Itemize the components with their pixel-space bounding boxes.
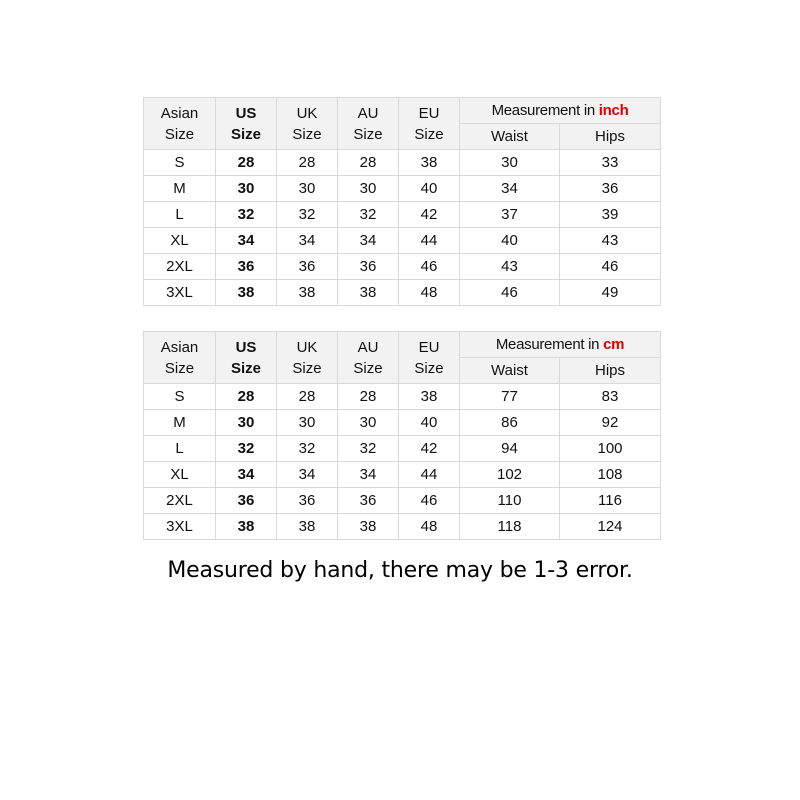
eu-cell: 40 bbox=[399, 176, 460, 202]
table-row bbox=[144, 280, 661, 306]
us-cell: 32 bbox=[216, 436, 277, 462]
eu-cell: 48 bbox=[399, 280, 460, 306]
table-row bbox=[144, 410, 661, 436]
table-row bbox=[144, 436, 661, 462]
au-cell: 30 bbox=[338, 176, 399, 202]
uk-cell: 34 bbox=[277, 228, 338, 254]
asian-cell: S bbox=[144, 384, 216, 410]
us-cell: 38 bbox=[216, 514, 277, 540]
hips-cell: 92 bbox=[560, 410, 661, 436]
uk-cell: 30 bbox=[277, 410, 338, 436]
au-cell: 38 bbox=[338, 280, 399, 306]
waist-cell: 86 bbox=[460, 410, 560, 436]
waist-header: Waist bbox=[460, 358, 560, 384]
uk-cell: 36 bbox=[277, 488, 338, 514]
us-cell: 30 bbox=[216, 410, 277, 436]
hips-cell: 100 bbox=[560, 436, 661, 462]
asian-size-header: Asian Size bbox=[144, 98, 216, 150]
unit-label: cm bbox=[603, 336, 625, 353]
asian-size-header: Asian Size bbox=[144, 332, 216, 384]
au-cell: 28 bbox=[338, 150, 399, 176]
au-size-header: AU Size bbox=[338, 98, 399, 150]
uk-cell: 28 bbox=[277, 384, 338, 410]
hips-cell: 36 bbox=[560, 176, 661, 202]
table-row bbox=[144, 202, 661, 228]
waist-cell: 77 bbox=[460, 384, 560, 410]
asian-cell: 3XL bbox=[144, 280, 216, 306]
asian-cell: 3XL bbox=[144, 514, 216, 540]
au-cell: 32 bbox=[338, 436, 399, 462]
us-size-header: US Size bbox=[216, 98, 277, 150]
au-cell: 32 bbox=[338, 202, 399, 228]
header-row bbox=[144, 98, 661, 124]
table-row bbox=[144, 254, 661, 280]
eu-cell: 44 bbox=[399, 462, 460, 488]
waist-cell: 118 bbox=[460, 514, 560, 540]
table-row bbox=[144, 176, 661, 202]
au-cell: 36 bbox=[338, 254, 399, 280]
waist-cell: 102 bbox=[460, 462, 560, 488]
au-cell: 28 bbox=[338, 384, 399, 410]
us-cell: 28 bbox=[216, 384, 277, 410]
hips-cell: 116 bbox=[560, 488, 661, 514]
eu-cell: 38 bbox=[399, 150, 460, 176]
hips-cell: 39 bbox=[560, 202, 661, 228]
measurement-header: Measurement in inch bbox=[460, 98, 661, 124]
size-chart-cm bbox=[143, 331, 661, 540]
asian-cell: XL bbox=[144, 462, 216, 488]
asian-cell: M bbox=[144, 176, 216, 202]
asian-cell: 2XL bbox=[144, 488, 216, 514]
waist-cell: 110 bbox=[460, 488, 560, 514]
us-cell: 36 bbox=[216, 254, 277, 280]
table-row bbox=[144, 488, 661, 514]
us-cell: 32 bbox=[216, 202, 277, 228]
uk-cell: 32 bbox=[277, 202, 338, 228]
hips-cell: 33 bbox=[560, 150, 661, 176]
size-chart-inch bbox=[143, 97, 661, 306]
table-row bbox=[144, 514, 661, 540]
us-cell: 30 bbox=[216, 176, 277, 202]
hips-header: Hips bbox=[560, 124, 661, 150]
eu-size-header: EU Size bbox=[399, 98, 460, 150]
table-row bbox=[144, 228, 661, 254]
asian-cell: L bbox=[144, 202, 216, 228]
eu-size-header: EU Size bbox=[399, 332, 460, 384]
uk-cell: 36 bbox=[277, 254, 338, 280]
au-cell: 34 bbox=[338, 228, 399, 254]
asian-cell: L bbox=[144, 436, 216, 462]
au-cell: 34 bbox=[338, 462, 399, 488]
uk-cell: 30 bbox=[277, 176, 338, 202]
uk-cell: 38 bbox=[277, 514, 338, 540]
au-cell: 30 bbox=[338, 410, 399, 436]
hips-cell: 124 bbox=[560, 514, 661, 540]
waist-cell: 46 bbox=[460, 280, 560, 306]
asian-cell: XL bbox=[144, 228, 216, 254]
uk-size-header: UK Size bbox=[277, 98, 338, 150]
hips-cell: 83 bbox=[560, 384, 661, 410]
waist-header: Waist bbox=[460, 124, 560, 150]
hips-header: Hips bbox=[560, 358, 661, 384]
eu-cell: 38 bbox=[399, 384, 460, 410]
waist-cell: 30 bbox=[460, 150, 560, 176]
eu-cell: 46 bbox=[399, 254, 460, 280]
hips-cell: 43 bbox=[560, 228, 661, 254]
eu-cell: 40 bbox=[399, 410, 460, 436]
uk-cell: 34 bbox=[277, 462, 338, 488]
waist-cell: 37 bbox=[460, 202, 560, 228]
unit-label: inch bbox=[598, 102, 629, 119]
au-cell: 38 bbox=[338, 514, 399, 540]
waist-cell: 43 bbox=[460, 254, 560, 280]
uk-size-header: UK Size bbox=[277, 332, 338, 384]
table-row bbox=[144, 384, 661, 410]
us-cell: 38 bbox=[216, 280, 277, 306]
waist-cell: 94 bbox=[460, 436, 560, 462]
uk-cell: 32 bbox=[277, 436, 338, 462]
eu-cell: 44 bbox=[399, 228, 460, 254]
table-row bbox=[144, 462, 661, 488]
uk-cell: 28 bbox=[277, 150, 338, 176]
table-row bbox=[144, 150, 661, 176]
waist-cell: 40 bbox=[460, 228, 560, 254]
header-row bbox=[144, 332, 661, 358]
waist-cell: 34 bbox=[460, 176, 560, 202]
us-cell: 34 bbox=[216, 228, 277, 254]
us-cell: 34 bbox=[216, 462, 277, 488]
asian-cell: S bbox=[144, 150, 216, 176]
measurement-note: Measured by hand, there may be 1-3 error. bbox=[167, 558, 633, 583]
measurement-header: Measurement in cm bbox=[460, 332, 661, 358]
eu-cell: 48 bbox=[399, 514, 460, 540]
eu-cell: 42 bbox=[399, 436, 460, 462]
hips-cell: 49 bbox=[560, 280, 661, 306]
asian-cell: M bbox=[144, 410, 216, 436]
us-cell: 28 bbox=[216, 150, 277, 176]
hips-cell: 46 bbox=[560, 254, 661, 280]
eu-cell: 42 bbox=[399, 202, 460, 228]
au-cell: 36 bbox=[338, 488, 399, 514]
au-size-header: AU Size bbox=[338, 332, 399, 384]
hips-cell: 108 bbox=[560, 462, 661, 488]
uk-cell: 38 bbox=[277, 280, 338, 306]
asian-cell: 2XL bbox=[144, 254, 216, 280]
eu-cell: 46 bbox=[399, 488, 460, 514]
us-size-header: US Size bbox=[216, 332, 277, 384]
us-cell: 36 bbox=[216, 488, 277, 514]
